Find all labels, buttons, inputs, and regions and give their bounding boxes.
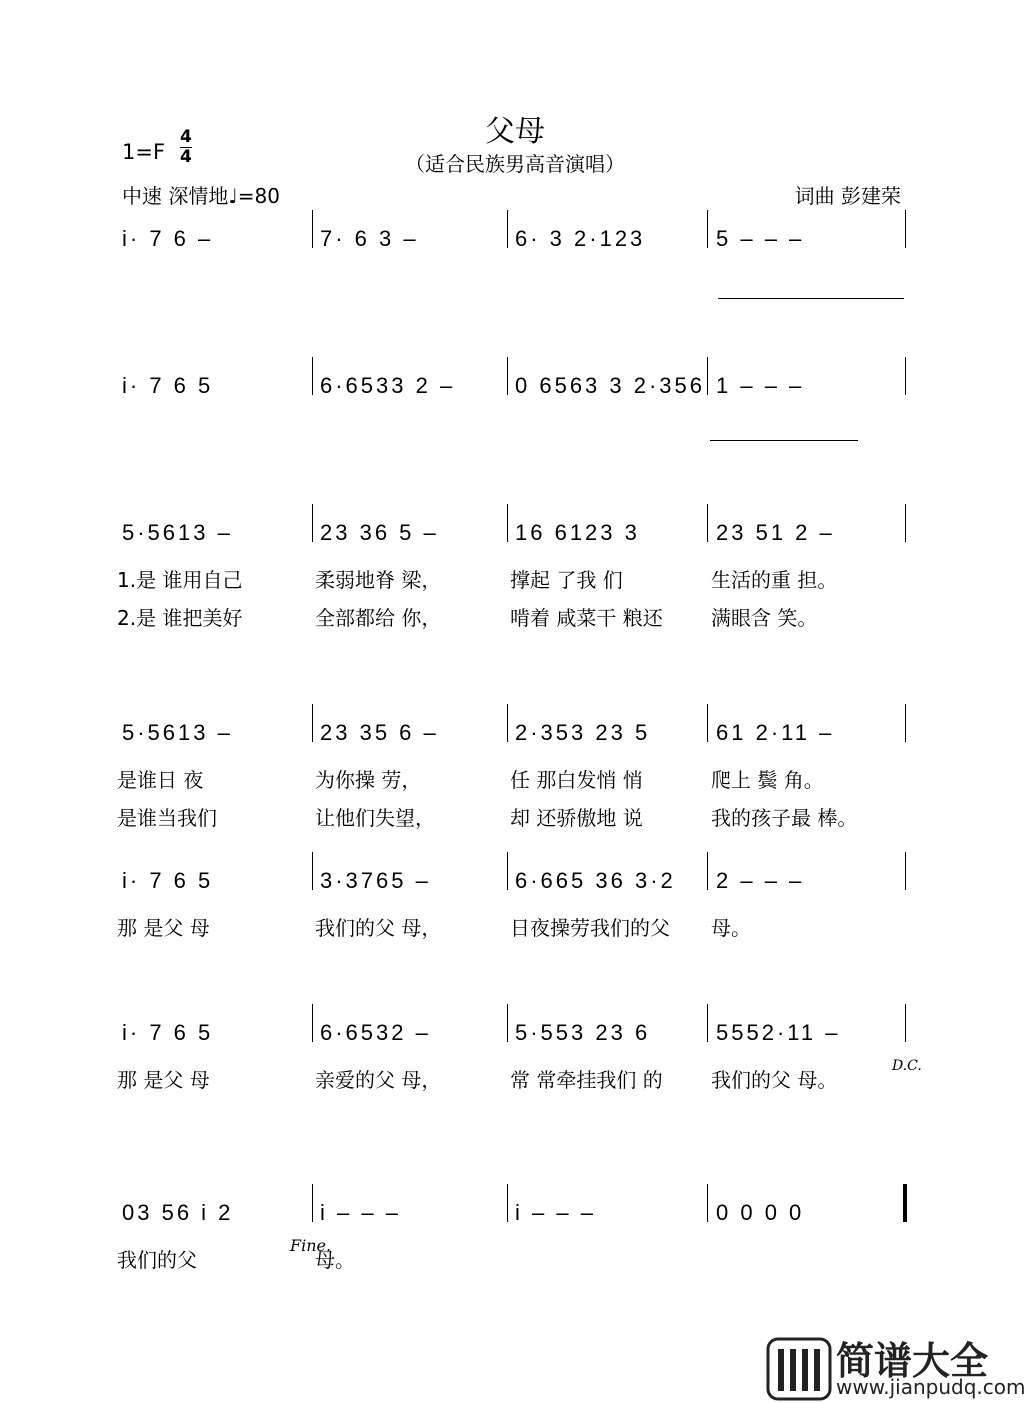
measure: i – – – bbox=[320, 1200, 401, 1225]
measure: 0 0 0 0 bbox=[716, 1200, 805, 1225]
measure: 6·665 36 3·2 bbox=[515, 868, 676, 893]
barline bbox=[903, 1184, 907, 1222]
measure: 6·6533 2 – bbox=[320, 373, 456, 398]
fine-marking: Fine. bbox=[290, 1236, 332, 1255]
lyric-segment: 2.是 谁把美好 bbox=[117, 606, 243, 630]
lyric-segment: 生活的重 担。 bbox=[711, 568, 838, 592]
measure: i· 7 6 – bbox=[122, 226, 214, 251]
lyric-segment: 我们的父 母， bbox=[315, 916, 442, 940]
song-title: 父母 bbox=[485, 114, 545, 149]
barline bbox=[707, 357, 708, 395]
measure: i – – – bbox=[515, 1200, 596, 1225]
barline bbox=[312, 1184, 313, 1222]
time-top: 4 bbox=[180, 127, 192, 147]
lyric-segment: 亲爱的父 母， bbox=[315, 1068, 442, 1092]
barline bbox=[707, 1004, 708, 1042]
barline bbox=[507, 704, 508, 742]
lyric-segment: 我们的父 母。 bbox=[711, 1068, 838, 1092]
measure: 2·353 23 5 bbox=[515, 720, 651, 745]
barline bbox=[507, 1184, 508, 1222]
measure: 6· 3 2·123 bbox=[515, 226, 646, 251]
measure: 16 6123 3 bbox=[515, 520, 640, 545]
measure: 2 – – – bbox=[716, 868, 805, 893]
barline bbox=[707, 852, 708, 890]
lyric-segment: 啃着 咸菜干 粮还 bbox=[510, 606, 663, 630]
staff-row bbox=[0, 373, 991, 413]
key-signature: 1=F bbox=[122, 140, 166, 164]
measure: i· 7 6 5 bbox=[122, 373, 214, 398]
lyric-segment: 却 还骄傲地 说 bbox=[510, 806, 643, 830]
divider-line bbox=[710, 440, 858, 441]
barline bbox=[905, 210, 906, 248]
lyric-segment: 我的孩子最 棒。 bbox=[711, 806, 858, 830]
barline bbox=[905, 504, 906, 542]
barline bbox=[507, 504, 508, 542]
lyric-segment: 1.是 谁用自己 bbox=[117, 568, 243, 592]
barline bbox=[507, 210, 508, 248]
barline bbox=[905, 704, 906, 742]
lyric-segment: 任 那白发悄 悄 bbox=[510, 768, 643, 792]
barline bbox=[312, 504, 313, 542]
lyric-segment: 撑起 了我 们 bbox=[510, 568, 623, 592]
lyric-segment: 全部都给 你， bbox=[315, 606, 442, 630]
barline bbox=[707, 210, 708, 248]
composer-credit: 词曲 彭建荣 bbox=[794, 184, 901, 208]
measure: 3·3765 – bbox=[320, 868, 431, 893]
lyric-segment: 让他们失望， bbox=[315, 806, 435, 830]
piano-logo-icon bbox=[766, 1335, 836, 1403]
barline bbox=[507, 357, 508, 395]
barline bbox=[507, 852, 508, 890]
barline bbox=[312, 210, 313, 248]
divider-line bbox=[718, 298, 904, 299]
lyric-segment: 满眼含 笑。 bbox=[711, 606, 818, 630]
lyric-segment: 是谁当我们 bbox=[117, 806, 217, 830]
barline bbox=[312, 852, 313, 890]
measure: 5·5613 – bbox=[122, 520, 233, 545]
tempo-marking: 中速 深情地♩=80 bbox=[122, 184, 280, 208]
measure: i· 7 6 5 bbox=[122, 1020, 214, 1045]
measure: 7· 6 3 – bbox=[320, 226, 419, 251]
barline bbox=[707, 704, 708, 742]
lyric-segment: 日夜操劳我们的父 bbox=[510, 916, 670, 940]
lyric-segment: 常 常牵挂我们 的 bbox=[510, 1068, 663, 1092]
measure: 6·6532 – bbox=[320, 1020, 431, 1045]
measure: 5552·11 – bbox=[716, 1020, 841, 1045]
barline bbox=[312, 357, 313, 395]
logo-name: 简谱大全 bbox=[836, 1339, 989, 1383]
barline bbox=[905, 1004, 906, 1042]
dc-marking: D.C. bbox=[892, 1058, 922, 1074]
barline bbox=[312, 1004, 313, 1042]
lyric-segment: 为你操 劳， bbox=[315, 768, 422, 792]
barline bbox=[707, 1184, 708, 1222]
lyric-segment: 爬上 鬓 角。 bbox=[711, 768, 824, 792]
lyric-segment: 是谁日 夜 bbox=[117, 768, 204, 792]
barline bbox=[707, 504, 708, 542]
lyric-segment: 那 是父 母 bbox=[117, 916, 210, 940]
barline bbox=[507, 1004, 508, 1042]
measure: 1 – – – bbox=[716, 373, 805, 398]
lyric-segment: 母。 bbox=[315, 1248, 355, 1272]
measure: 23 51 2 – bbox=[716, 520, 835, 545]
lyric-segment: 柔弱地脊 梁， bbox=[315, 568, 442, 592]
barline bbox=[905, 357, 906, 395]
staff-row bbox=[0, 226, 991, 266]
measure: 03 56 i 2 bbox=[122, 1200, 234, 1225]
staff-row bbox=[0, 720, 991, 830]
lyric-segment: 我们的父 bbox=[117, 1248, 197, 1272]
staff-row bbox=[0, 868, 991, 940]
lyric-segment: 那 是父 母 bbox=[117, 1068, 210, 1092]
measure: i· 7 6 5 bbox=[122, 868, 214, 893]
logo-url: www.jianpudq.com bbox=[836, 1375, 1026, 1399]
measure: 5·5613 – bbox=[122, 720, 233, 745]
barline bbox=[905, 852, 906, 890]
lyric-segment: 母。 bbox=[711, 916, 751, 940]
measure: 0 6563 3 2·356 bbox=[515, 373, 706, 398]
song-subtitle: （适合民族男高音演唱） bbox=[405, 152, 625, 176]
staff-row bbox=[0, 520, 991, 630]
measure: 23 36 5 – bbox=[320, 520, 439, 545]
barline bbox=[312, 704, 313, 742]
measure: 5·553 23 6 bbox=[515, 1020, 651, 1045]
measure: 23 35 6 – bbox=[320, 720, 439, 745]
time-bottom: 4 bbox=[180, 147, 192, 167]
measure: 61 2·11 – bbox=[716, 720, 835, 745]
measure: 5 – – – bbox=[716, 226, 805, 251]
time-signature bbox=[180, 128, 192, 167]
